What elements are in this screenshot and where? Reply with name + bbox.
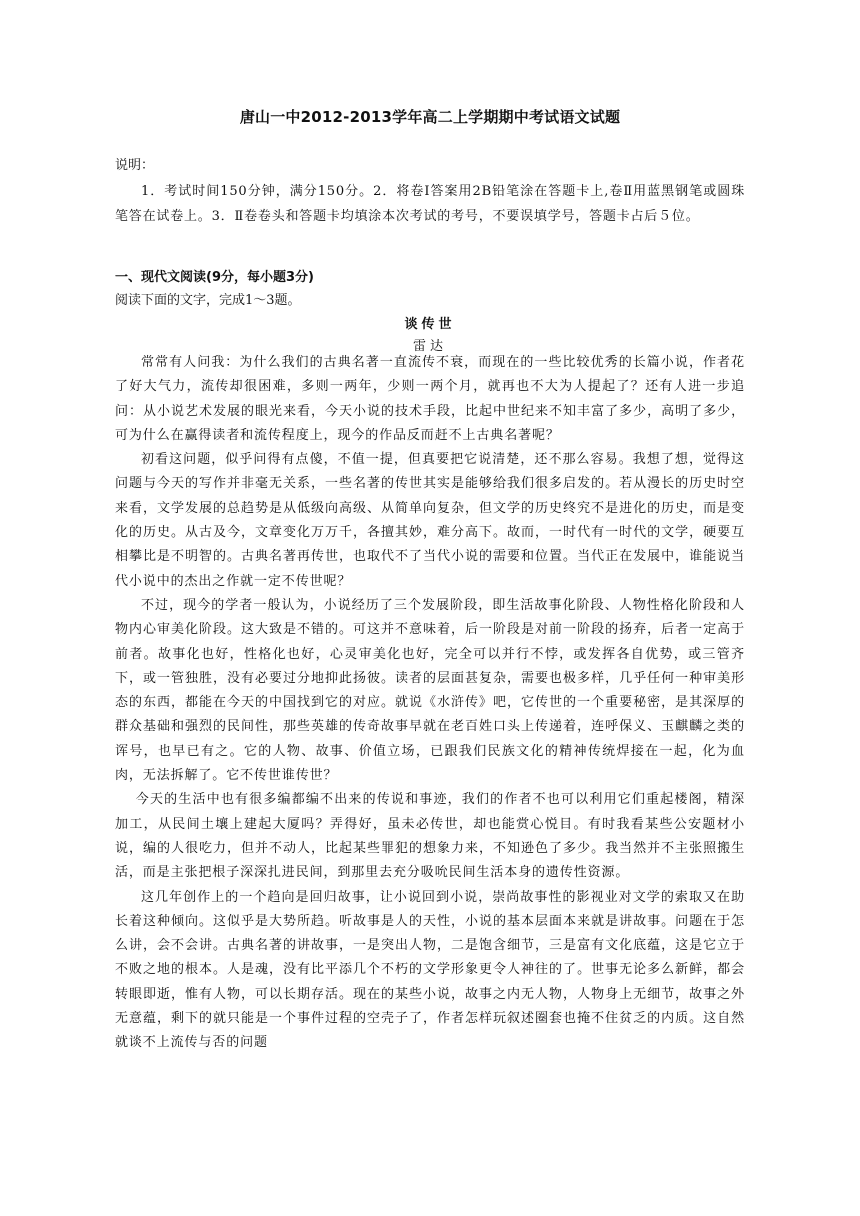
- essay-paragraph: 这几年创作上的一个趋向是回归故事，让小说回到小说，崇尚故事性的影视业对文学的索取又在助长着这种倾向。这似乎是大势所趋。听故事是人的天性，小说的基本层面本来就是讲故事。问题在于怎么讲，会不会讲。古典名著的讲故事，一是突出人物，二是饱含细节，三是富有文化底蕴，这是它立于不败之地的根本。人是魂，没有比平添几个不朽的文学形象更令人神往的了。世事无论多么新鲜，都会转眼即逝，惟有人物，可以长期存活。现在的某些小说，故事之内无人物，人物身上无细节，故事之外无意蕴，剩下的就只能是一个事件过程的空壳子了，作者怎样玩叙述圈套也掩不住贫乏的内质。这自然就谈不上流传与否的问题: [115, 889, 745, 1051]
- section-heading: 一、现代文阅读(9分，每小题3分): [115, 270, 314, 285]
- notes-label: 说明：: [115, 158, 155, 173]
- essay-paragraph: 常常有人问我：为什么我们的古典名著一直流传不衰，而现在的一些比较优秀的长篇小说，作者花了好大气力，流传却很困难，多则一两年，少则一两个月，就再也不大为人提起了？还有人进一步追问：从小说艺术发展的眼光来看，今天小说的技术手段，比起中世纪来不知丰富了多少，高明了多少，可为什么在赢得读者和流传程度上，现今的作品反而赶不上古典名著呢？: [115, 355, 745, 443]
- section-instruction: 阅读下面的文字，完成1～3题。: [115, 293, 301, 308]
- exam-page: [115, 0, 745, 1216]
- essay-paragraph: 今天的生活中也有很多编都编不出来的传说和事迹，我们的作者不也可以利用它们重起楼阁，精深加工，从民间土壤上建起大厦吗？弄得好，虽未必传世，却也能赏心悦目。有时我看某些公安题材小说，编的人很吃力，但并不动人，比起某些罪犯的想象力来，不知逊色了多少。我当然并不主张照搬生活，而是主张把根子深深扎进民间，到那里去充分吸吮民间生活本身的遗传性资源。: [115, 792, 745, 881]
- essay-title: 谈传世: [404, 317, 456, 332]
- notes-text: 1．考试时间150分钟，满分150分。2．将卷Ⅰ答案用2B铅笔涂在答题卡上,卷Ⅱ用蓝黑钢笔或圆珠笔答在试卷上。3．Ⅱ卷卷头和答题卡均填涂本次考试的考号，不要误填学号，答题卡占后５位。: [115, 184, 745, 224]
- essay-author: 雷达: [412, 339, 447, 354]
- page-title: 唐山一中2012-2013学年高二上学期期中考试语文试题: [239, 108, 621, 126]
- essay-paragraph: 初看这问题，似乎问得有点傻，不值一提，但真要把它说清楚，还不那么容易。我想了想，觉得这问题与今天的写作并非毫无关系，一些名著的传世其实是能够给我们很多启发的。若从漫长的历史时空来看，文学发展的总趋势是从低级向高级、从简单向复杂，但文学的历史终究不是进化的历史，而是变化的历史。从古及今，文章变化万万千，各擅其妙，难分高下。故而，一时代有一时代的文学，硬要互相攀比是不明智的。古典名著再传世，也取代不了当代小说的需要和位置。当代正在发展中，谁能说当代小说中的杰出之作就一定不传世呢？: [115, 452, 745, 589]
- essay-body: [115, 351, 745, 1056]
- essay-paragraph: 不过，现今的学者一般认为，小说经历了三个发展阶段，即生活故事化阶段、人物性格化阶段和人物内心审美化阶段。这大致是不错的。可这并不意味着，后一阶段是对前一阶段的扬弃，后者一定高于前者。故事化也好，性格化也好，心灵审美化也好，完全可以并行不悖，或发挥各自优势，或三管齐下，或一管独胜，没有必要过分地抑此扬彼。读者的层面甚复杂，需要也极多样，几乎任何一种审美形态的东西，都能在今天的中国找到它的对应。就说《水浒传》吧，它传世的一个重要秘密，是其深厚的群众基础和强烈的民间性，那些英雄的传奇故事早就在老百姓口头上传递着，连呼保义、玉麒麟之类的诨号，也早已有之。它的人物、故事、价值立场，已跟我们民族文化的精神传统焊接在一起，化为血肉，无法拆解了。它不传世谁传世？: [115, 597, 745, 784]
